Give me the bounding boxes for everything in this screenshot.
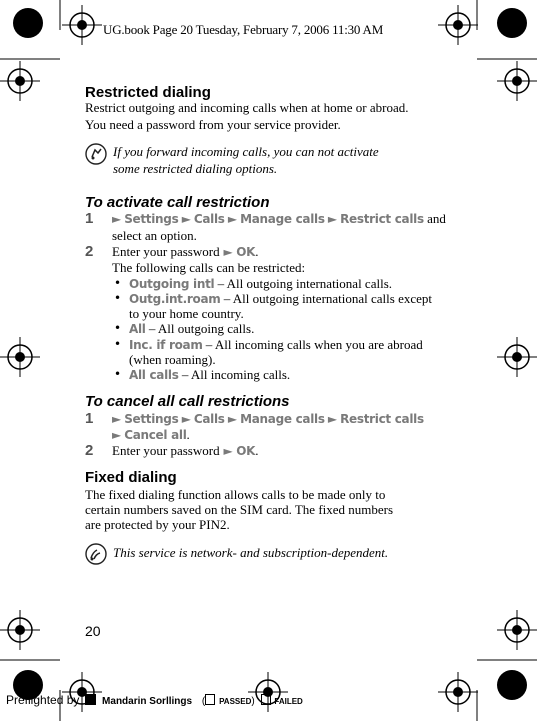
step-number: 2: [85, 442, 94, 459]
bullet-desc: – All incoming calls.: [178, 367, 291, 382]
print-header: UG.book Page 20 Tuesday, February 7, 2006 11:30 AM: [103, 22, 384, 37]
brand-name: Mandarin Sorllings: [102, 696, 193, 707]
restricted-note-line2: some restricted dialing options.: [113, 161, 278, 176]
bullet-term: All: [129, 322, 146, 336]
bullet-dot: •: [114, 337, 122, 351]
activate-step1-line1: [112, 211, 446, 227]
arrow-icon: ►: [112, 428, 121, 442]
preflight-label: Preflighted by: [6, 693, 80, 707]
section-title-cancel: To cancel all call restrictions: [85, 393, 290, 410]
arrow-icon: ►: [227, 212, 237, 226]
menu-restrict-calls: Restrict calls: [340, 412, 424, 426]
preflight-footer: [6, 693, 303, 707]
bullet-term: Inc. if roam: [129, 338, 203, 352]
arrow-icon: ►: [181, 412, 191, 426]
arrow-icon: ►: [112, 212, 121, 226]
arrow-icon: ►: [327, 412, 337, 426]
cancel-step1-line2: ► Cancel all.: [112, 427, 190, 442]
failed-label: FAILED: [274, 697, 303, 706]
page-number: 20: [85, 623, 101, 639]
bullet-dot: •: [114, 291, 122, 305]
fixed-body-line3: are protected by your PIN2.: [85, 517, 230, 532]
bullet-term: Outgoing intl: [129, 277, 215, 291]
cancel-step1-line1: [112, 411, 424, 427]
passed-label: PASSED: [219, 697, 252, 706]
bullet-desc: – All outgoing international calls.: [214, 276, 392, 291]
activate-step1-line2: select an option.: [112, 228, 197, 243]
bullet-desc: – All incoming calls when you are abroad: [202, 337, 423, 352]
section-title-restricted-dialing: Restricted dialing: [85, 84, 211, 101]
registration-mark-icon: [497, 61, 537, 101]
arrow-icon: ►: [112, 412, 121, 426]
fixed-body-line2: certain numbers saved on the SIM card. The fixed numbers: [85, 502, 394, 517]
menu-restrict-calls: Restrict calls: [340, 212, 424, 226]
bullet-desc: – All outgoing international calls except: [220, 291, 433, 306]
bullet-item: [129, 321, 254, 337]
menu-manage-calls: Manage calls: [240, 412, 325, 426]
menu-settings: Settings: [124, 412, 179, 426]
bullet-dot: •: [114, 276, 122, 290]
section-title-fixed-dialing: Fixed dialing: [85, 469, 177, 486]
menu-ok: OK: [236, 444, 256, 458]
activate-step2-line2: The following calls can be restricted:: [112, 260, 306, 275]
bullet-item: [129, 367, 290, 383]
registration-mark-icon: [497, 337, 537, 377]
paren-close: ): [251, 696, 255, 707]
arrow-icon: ►: [327, 212, 337, 226]
registration-mark-icon: [438, 672, 478, 712]
bullet-desc: – All outgoing calls.: [145, 321, 255, 336]
registration-mark-icon: [62, 5, 102, 45]
bullet-dot: •: [114, 367, 122, 381]
bullet-desc-cont: (when roaming).: [129, 352, 216, 367]
passed-checkbox-icon: [205, 694, 215, 705]
arrow-icon: ►: [181, 212, 191, 226]
failed-checkbox-icon: [261, 694, 271, 705]
bullet-dot: •: [114, 321, 122, 335]
bullet-item: [129, 337, 423, 353]
activate-step2-line1: Enter your password ► OK.: [112, 244, 259, 259]
fixed-body-line1: The fixed dialing function allows calls to be made only to: [85, 487, 386, 502]
bullet-term: Outg.int.roam: [129, 292, 221, 306]
cancel-step2-line1: Enter your password ► OK.: [112, 443, 259, 458]
bullet-term: All calls: [129, 368, 179, 382]
section-title-activate: To activate call restriction: [85, 194, 270, 211]
bullet-item: [129, 291, 432, 307]
menu-calls: Calls: [193, 412, 225, 426]
step-number: 1: [85, 210, 94, 227]
registration-mark-icon: [0, 610, 40, 650]
network-service-icon: [85, 543, 107, 565]
registration-mark-icon: [438, 5, 478, 45]
restricted-body-line1: Restrict outgoing and incoming calls when at home or abroad.: [85, 100, 409, 115]
fixed-note: This service is network- and subscription-dependent.: [113, 545, 389, 560]
menu-manage-calls: Manage calls: [240, 212, 325, 226]
step-text: Enter your password: [112, 443, 220, 458]
paren-open: (: [201, 696, 206, 707]
tip-icon: [85, 143, 107, 165]
bullet-item: [129, 276, 392, 292]
menu-calls: Calls: [193, 212, 225, 226]
restricted-body-line2: You need a password from your service provider.: [85, 117, 341, 132]
registration-mark-icon: [0, 61, 40, 101]
menu-cancel-all: Cancel all: [124, 428, 187, 442]
arrow-icon: ►: [227, 412, 237, 426]
step-number: 1: [85, 410, 94, 427]
arrow-icon: ►: [219, 245, 237, 259]
restricted-note-line1: If you forward incoming calls, you can not activate: [113, 144, 379, 159]
bullet-desc-cont: to your home country.: [129, 306, 244, 321]
menu-settings: Settings: [124, 212, 179, 226]
step-number: 2: [85, 243, 94, 260]
step-text: Enter your password: [112, 244, 220, 259]
step-text: and: [427, 211, 446, 226]
menu-ok: OK: [236, 245, 256, 259]
brand-logo-icon: [85, 694, 96, 705]
registration-mark-icon: [0, 337, 40, 377]
registration-mark-icon: [497, 610, 537, 650]
arrow-icon: ►: [219, 444, 237, 458]
